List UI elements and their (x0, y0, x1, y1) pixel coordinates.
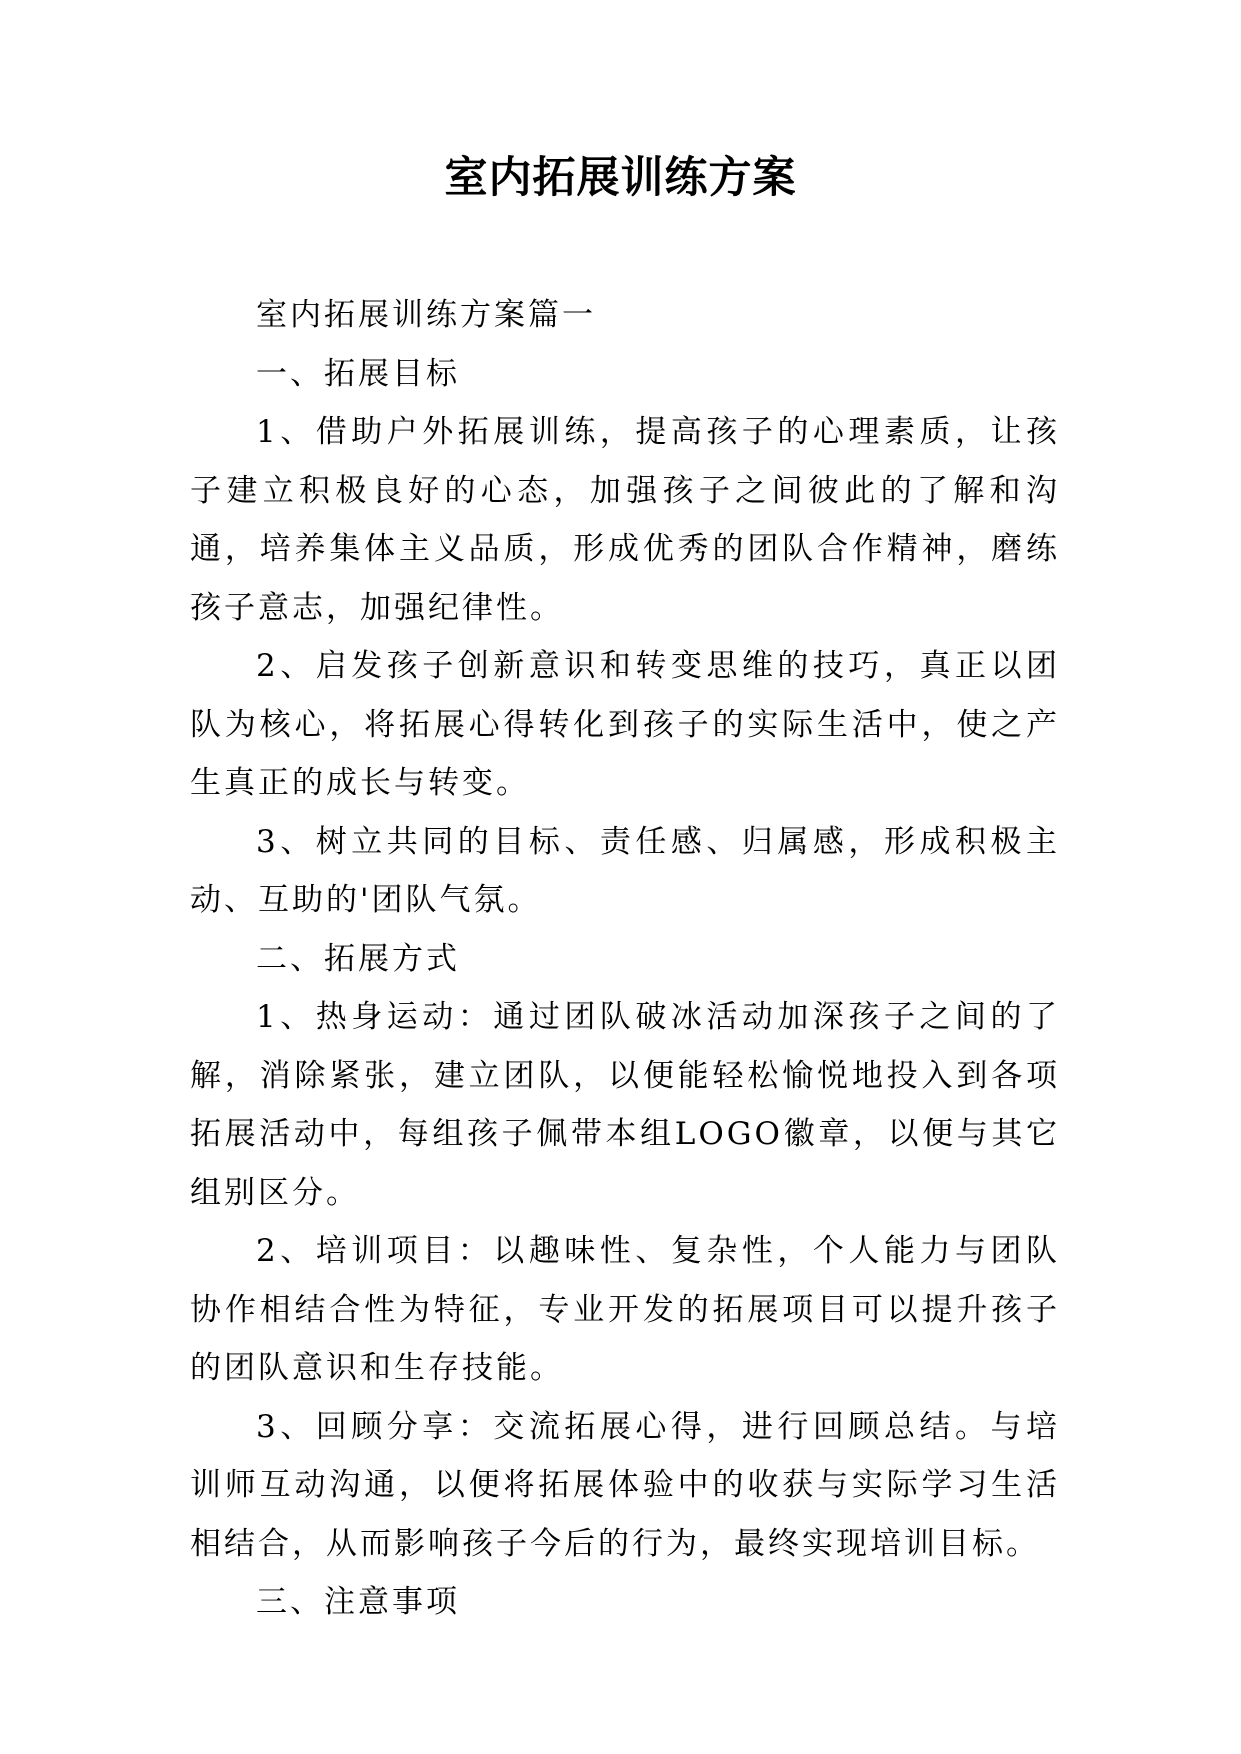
paragraph: 1、借助户外拓展训练，提高孩子的心理素质，让孩子建立积极良好的心态，加强孩子之间彼此的了解和沟通，培养集体主义品质，形成优秀的团队合作精神，磨练孩子意志，加强纪律性。 (190, 414, 1060, 626)
document-body (190, 286, 1060, 1632)
paragraph: 一、拓展目标 (256, 355, 460, 392)
paragraph: 二、拓展方式 (256, 940, 460, 977)
paragraph: 2、启发孩子创新意识和转变思维的技巧，真正以团队为核心，将拓展心得转化到孩子的实际生活中，使之产生真正的成长与转变。 (190, 648, 1060, 801)
paragraph: 2、培训项目：以趣味性、复杂性，个人能力与团队协作相结合性为特征，专业开发的拓展项目可以提升孩子的团队意识和生存技能。 (190, 1233, 1060, 1386)
document-title: 室内拓展训练方案 (444, 153, 797, 203)
paragraph: 3、树立共同的目标、责任感、归属感，形成积极主动、互助的'团队气氛。 (190, 823, 1060, 918)
paragraph: 1、热身运动：通过团队破冰活动加深孩子之间的了解，消除紧张，建立团队，以便能轻松愉悦地投入到各项拓展活动中，每组孩子佩带本组LOGO徽章，以便与其它组别区分。 (190, 999, 1060, 1211)
paragraph: 室内拓展训练方案篇一 (256, 297, 596, 333)
paragraph: 三、注意事项 (256, 1584, 460, 1620)
paragraph: 3、回顾分享：交流拓展心得，进行回顾总结。与培训师互动沟通，以便将拓展体验中的收获与实际学习生活相结合，从而影响孩子今后的行为，最终实现培训目标。 (190, 1408, 1060, 1562)
